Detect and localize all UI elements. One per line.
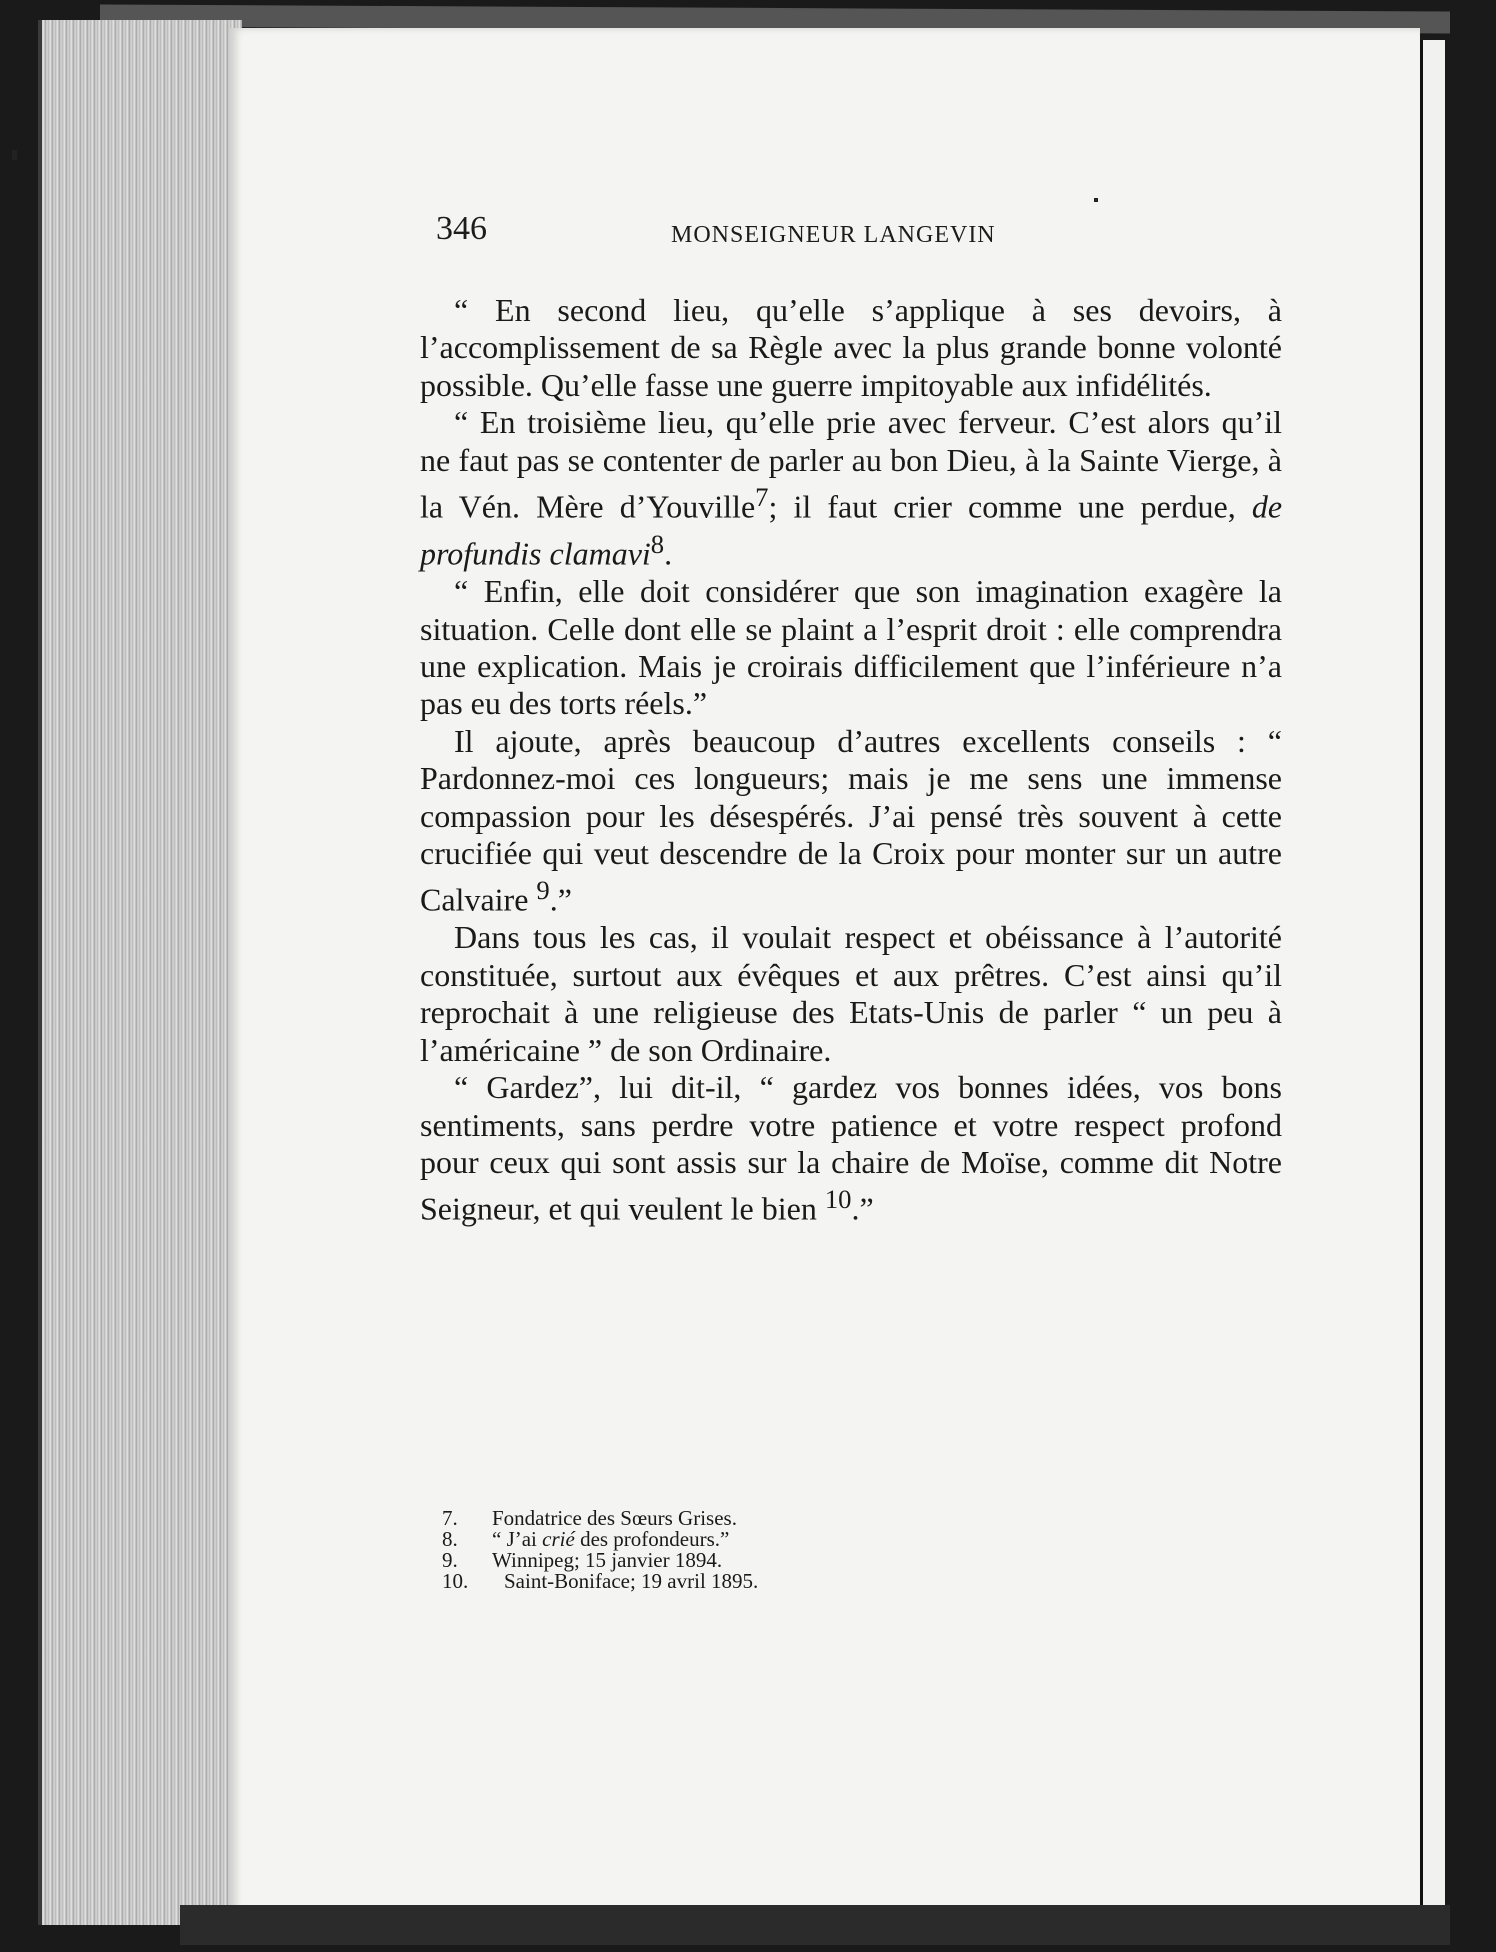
book-bottom-shadow: [180, 1905, 1450, 1945]
paragraph: Dans tous les cas, il voulait respect et obéissance à l’autorité constituée, surtout aux évêques et aux prêtres. C’est ainsi qu’il reprochait à une religieuse des Etats-Unis de parler “ un peu à l’américaine ” de son Ordinaire.: [420, 919, 1282, 1068]
footnote-ref: 9: [536, 875, 550, 906]
footnote-ref: 10: [824, 1184, 852, 1215]
footnote: 10. Saint-Boniface; 19 avril 1895.: [442, 1569, 759, 1593]
paragraph: “ En troisième lieu, qu’elle prie avec ferveur. C’est alors qu’il ne faut pas se contenter de parler au bon Dieu, à la Sainte Vierge, à la Vén. Mère d’Youville$^7$; il faut crier comme une perdue, de profundis clamavi$^8$.: [420, 404, 1283, 572]
paragraph: “ Gardez”, lui dit-il, “ gardez vos bonnes idées, vos bons sentiments, sans perdre votre patience et votre respect profond pour ceux qui sont assis sur la chaire de Moïse, comme dit Notre Seigneur, et qui veulent le bien $^{10}$.”: [420, 1069, 1282, 1227]
body-text: [420, 292, 1282, 1228]
paragraph: Il ajoute, après beaucoup d’autres excellents conseils : “ Pardonnez-moi ces longueurs; mais je me sens une immense compassion pour les désespérés. J’ai pensé très souvent à cette crucifiée qui veut descendre de la Croix pour monter sur un autre Calvaire $^9$.”: [420, 722, 1282, 919]
footnote: 8. “ J’ai crié des profondeurs.”: [442, 1527, 730, 1551]
book-page-edges: [38, 20, 242, 1925]
footnote: 9. Winnipeg; 15 janvier 1894.: [442, 1548, 723, 1572]
footnote-ref: 8: [650, 529, 665, 560]
footnote: 7. Fondatrice des Sœurs Grises.: [442, 1506, 737, 1530]
film-speck: [12, 150, 17, 160]
film-speck: [1094, 198, 1098, 202]
footnote-ref: 7: [755, 482, 769, 513]
running-head: MONSEIGNEUR LANGEVIN: [671, 222, 996, 248]
page-header: [436, 210, 1276, 260]
paragraph: “ En second lieu, qu’elle s’applique à ses devoirs, à l’accomplissement de sa Règle avec la plus grande bonne volonté possible. Qu’elle fasse une guerre impitoyable aux infidélités.: [420, 292, 1282, 403]
footnotes: [442, 1508, 1042, 1592]
page-number: 346: [436, 210, 487, 247]
paragraph: “ Enfin, elle doit considérer que son imagination exagère la situation. Celle dont elle se plaint a l’esprit droit : elle comprendra une explication. Mais je croirais difficilement que l’inférieure n’a pas eu des torts réels.”: [420, 573, 1282, 722]
facing-page-edge: [1420, 40, 1445, 1920]
